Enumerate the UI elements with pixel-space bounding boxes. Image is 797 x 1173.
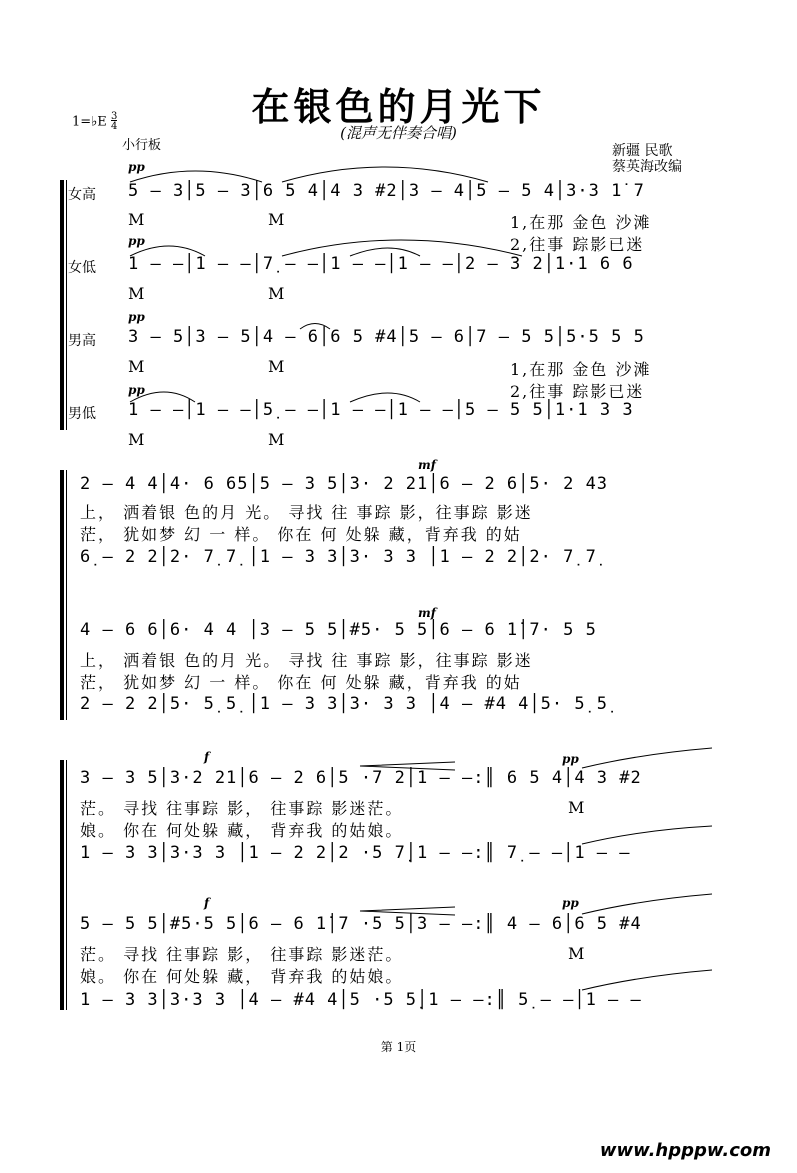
dynamic-marking: pp (562, 896, 579, 910)
slur (360, 907, 455, 915)
key-signature: 1=♭E $\frac{3}{4}$ (72, 111, 118, 132)
lyric-hum: M (128, 210, 145, 229)
lyric-line: 1,在那 金色 沙滩 (510, 360, 652, 379)
lyric-hum: M (268, 284, 285, 303)
credit-origin: 新疆 民歌 (612, 143, 673, 159)
slur (130, 392, 195, 402)
dynamic-marking: f (204, 750, 210, 764)
notation-row: 1 – 3 3│3·3 3 │1 – 2 2│2 ·5 7̣│1 – –:║ 7̣ – –│1 – – (80, 843, 631, 863)
lyric-line: 茫。 寻找 往事踪 影， 往事踪 影迷茫。 (80, 945, 404, 964)
dynamic-marking: pp (128, 310, 145, 324)
dynamic-marking: pp (128, 383, 145, 397)
lyric-hum: M (568, 944, 585, 963)
lyric-line: 上， 洒着银 色的月 光。 寻找 往 事踪 影，往事踪 影迷 (80, 651, 533, 670)
lyric-hum: M (268, 430, 285, 449)
slur (282, 240, 522, 256)
part-label-bass: 男低 (68, 406, 96, 422)
slur (582, 748, 712, 768)
slur (582, 970, 712, 990)
notation-row: 4 – 6 6│6· 4 4 │3 – 5 5│#5· 5 5│6 – 6 1̇│7· 5 5 (80, 620, 597, 640)
lyric-line: 茫， 犹如梦 幻 一 样。 你在 何 处躲 藏，背弃我 的姑 (80, 673, 522, 692)
lyric-line: 娘。 你在 何处躲 藏， 背弃我 的姑娘。 (80, 821, 404, 840)
lyric-line: 1,在那 金色 沙滩 (510, 213, 652, 232)
lyric-line: 2,往事 踪影已迷 (510, 382, 645, 401)
site-watermark: www.hpppw.com (599, 1140, 771, 1161)
slur (350, 248, 420, 256)
slur (130, 171, 262, 182)
lyric-line: 茫。 寻找 往事踪 影， 往事踪 影迷茫。 (80, 799, 404, 818)
notation-row: 2 – 4 4│4· 6 65│5 – 3 5│3· 2 21│6 – 2 6│5· 2 43 (80, 474, 609, 494)
lyric-hum: M (128, 357, 145, 376)
slur (350, 393, 420, 402)
dynamic-marking: mf (418, 458, 436, 472)
notation-row: 5 – 3│5 – 3│6 5 4│4 3 #2│3 – 4│5 – 5 4│3·3 1̇ 7 (128, 181, 645, 201)
lyric-hum: M (128, 430, 145, 449)
page-number: 第 1页 (380, 1040, 417, 1054)
slur (130, 246, 205, 256)
slur (300, 324, 330, 330)
lyric-line: 茫， 犹如梦 幻 一 样。 你在 何 处躲 藏，背弃我 的姑 (80, 525, 522, 544)
slur (282, 167, 488, 182)
lyric-hum: M (268, 357, 285, 376)
part-label-soprano: 女高 (68, 187, 96, 203)
notation-row: 5 – 5 5│#5·5 5│6 – 6 1̇│7 ·5 5│3 – –:║ 4 – 6│6 5 #4 (80, 914, 642, 934)
notation-row: 3 – 3 5│3·2 21│6 – 2 6│5 ·7 2│1 – –:║ 6 5 4│4 3 #2 (80, 768, 642, 788)
lyric-line: 2,往事 踪影已迷 (510, 235, 645, 254)
notation-row: 1 – –│1 – –│5̣ – –│1 – –│1 – –│5 – 5 5│1·1 3 3 (128, 400, 634, 420)
lyric-hum: M (568, 798, 585, 817)
dynamic-marking: f (204, 896, 210, 910)
slur (360, 762, 455, 770)
notation-row: 6̣ – 2 2│2· 7̣ 7̣ │1 – 3 3│3· 3 3 │1 – 2 2│2· 7̣ 7̣ (80, 547, 597, 567)
part-label-tenor: 男高 (68, 333, 96, 349)
lyric-line: 上， 洒着银 色的月 光。 寻找 往 事踪 影，往事踪 影迷 (80, 503, 533, 522)
credit-arranger: 蔡英海改编 (612, 159, 682, 175)
song-title: 在银色的月光下 (251, 85, 546, 129)
notation-row: 1 – 3 3│3·3 3 │4 – #4 4│5 ·5 5̣│1 – –:║ 5̣ – –│1 – – (80, 990, 642, 1010)
notation-row: 2 – 2 2│5· 5̣ 5̣ │1 – 3 3│3· 3 3 │4 – #4 4│5· 5̣ 5̣ (80, 694, 609, 714)
lyric-hum: M (268, 210, 285, 229)
notation-row: 3 – 5│3 – 5│4 – 6│6 5 #4│5 – 6│7 – 5 5│5·5 5 5 (128, 327, 645, 347)
lyric-hum: M (128, 284, 145, 303)
part-label-alto: 女低 (68, 260, 96, 276)
dynamic-marking: pp (128, 160, 145, 174)
song-subtitle: (混声无伴奏合唱) (340, 124, 457, 142)
dynamic-marking: pp (562, 752, 579, 766)
lyric-line: 娘。 你在 何处躲 藏， 背弃我 的姑娘。 (80, 967, 404, 986)
dynamic-marking: pp (128, 234, 145, 248)
slur (582, 894, 712, 914)
dynamic-marking: mf (418, 606, 436, 620)
slur (582, 826, 712, 844)
tempo-marking: 小行板 (122, 138, 162, 153)
notation-row: 1 – –│1 – –│7̣ – –│1 – –│1 – –│2 – 3 2│1·1 6 6 (128, 254, 634, 274)
